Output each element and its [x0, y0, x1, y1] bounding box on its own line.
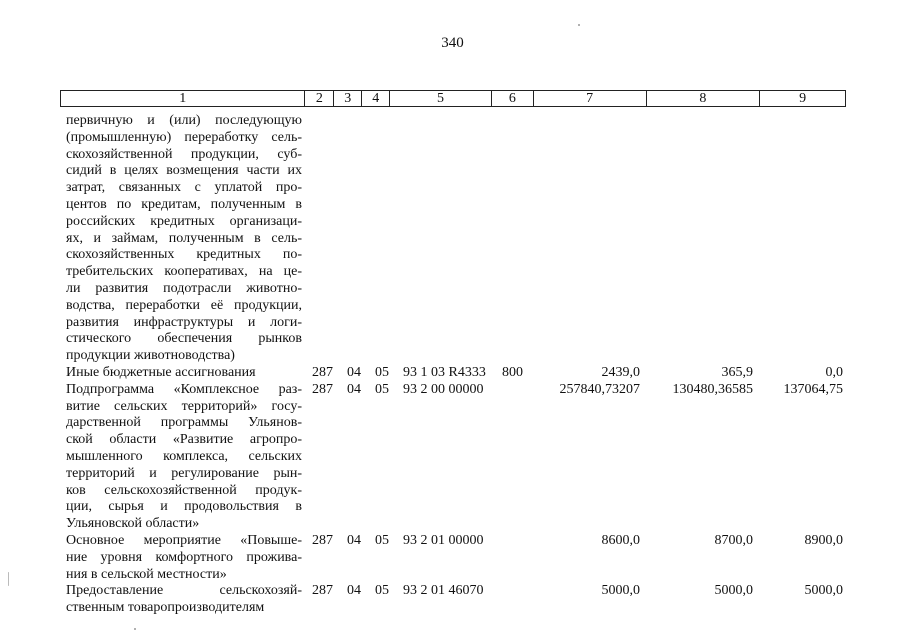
description-line: ния в сельской местности» [66, 566, 227, 582]
cell-c9: 5000,0 [804, 583, 843, 599]
description-line: Предоставление сельскохозяй- [66, 583, 302, 599]
description-line: витие сельских территорий» госу- [66, 398, 302, 414]
description-line: ков сельскохозяйственной продук- [66, 482, 302, 498]
description-line: ственным товаропроизводителям [66, 600, 265, 616]
description-line: Ульяновской области» [66, 516, 200, 532]
row-description [66, 113, 302, 365]
header-col-6: 6 [492, 91, 534, 106]
description-line: ях, и займам, полученным в сель- [66, 230, 302, 246]
cell-c8: 365,9 [721, 364, 753, 380]
table-row [0, 113, 905, 365]
table-row [0, 583, 905, 617]
description-line: скохозяйственной продукции, суб- [66, 146, 302, 162]
cell-c3: 04 [347, 583, 361, 599]
cell-c3: 04 [347, 532, 361, 548]
cell-c7: 257840,73207 [559, 381, 640, 397]
description-line: стического обеспечения рынков [66, 331, 302, 347]
description-line: ской области «Развитие агропро- [66, 432, 302, 448]
description-line: развития инфраструктуры и логи- [66, 314, 302, 330]
description-line: территорий и регулирование рын- [66, 465, 302, 481]
description-line: мышленного комплекса, сельских [66, 448, 302, 464]
header-col-1: 1 [61, 91, 305, 106]
description-line: дарственной программы Ульянов- [66, 415, 302, 431]
cell-c8: 8700,0 [714, 532, 753, 548]
cell-c7: 2439,0 [601, 364, 640, 380]
cell-c2: 287 [312, 381, 333, 397]
header-col-9: 9 [799, 91, 807, 106]
cell-c2: 287 [312, 364, 333, 380]
table-header-row [60, 90, 846, 107]
header-col-8: 8 [647, 91, 761, 106]
cell-c9: 137064,75 [783, 381, 843, 397]
description-line: продукции животноводства) [66, 348, 235, 364]
scan-mark [8, 572, 9, 586]
description-line: ние уровня комфортного прожива- [66, 549, 302, 565]
cell-c3: 04 [347, 364, 361, 380]
description-line: Подпрограмма «Комплексное раз- [66, 381, 302, 397]
header-col-7: 7 [534, 91, 647, 106]
scan-speck [134, 628, 136, 630]
header-col-5: 5 [390, 91, 492, 106]
cell-c7: 5000,0 [601, 583, 640, 599]
row-description [66, 365, 302, 382]
scan-speck [578, 24, 580, 26]
table-row [0, 382, 905, 533]
cell-c2: 287 [312, 583, 333, 599]
cell-c6: 800 [502, 364, 523, 380]
description-line: Иные бюджетные ассигнования [66, 364, 256, 380]
description-line: затрат, связанных с уплатой про- [66, 180, 302, 196]
table-body [0, 113, 905, 617]
cell-c7: 8600,0 [601, 532, 640, 548]
cell-c4: 05 [375, 381, 389, 397]
description-line: требительских кооперативах, на це- [66, 264, 302, 280]
cell-c5: 93 2 00 00000 [403, 381, 484, 397]
description-line: водства, переработки её продукции, [66, 297, 302, 313]
row-description [66, 382, 302, 533]
description-line: (промышленную) переработку сель- [66, 129, 302, 145]
cell-c4: 05 [375, 532, 389, 548]
header-col-2: 2 [305, 91, 334, 106]
page-number: 340 [441, 35, 464, 51]
description-line: центов по кредитам, полученным в [66, 196, 302, 212]
row-description [66, 533, 302, 583]
cell-c3: 04 [347, 381, 361, 397]
table-row [0, 533, 905, 583]
description-line: Основное мероприятие «Повыше- [66, 532, 302, 548]
description-line: ции, сырья и продовольствия в [66, 499, 302, 515]
cell-c8: 130480,36585 [672, 381, 753, 397]
cell-c5: 93 2 01 46070 [403, 583, 484, 599]
header-col-3: 3 [334, 91, 362, 106]
description-line: скохозяйственных кредитных по- [66, 247, 302, 263]
cell-c2: 287 [312, 532, 333, 548]
cell-c4: 05 [375, 583, 389, 599]
table-row [0, 365, 905, 382]
description-line: первичную и (или) последующую [66, 113, 302, 128]
description-line: сидий в целях возмещения части их [66, 163, 302, 179]
header-col-4: 4 [362, 91, 390, 106]
description-line: ли развития подотрасли животно- [66, 280, 302, 296]
cell-c5: 93 2 01 00000 [403, 532, 484, 548]
row-description [66, 583, 302, 617]
cell-c4: 05 [375, 364, 389, 380]
cell-c8: 5000,0 [714, 583, 753, 599]
description-line: российских кредитных организаци- [66, 213, 302, 229]
cell-c9: 8900,0 [804, 532, 843, 548]
cell-c9: 0,0 [825, 364, 843, 380]
cell-c5: 93 1 03 R4333 [403, 364, 486, 380]
